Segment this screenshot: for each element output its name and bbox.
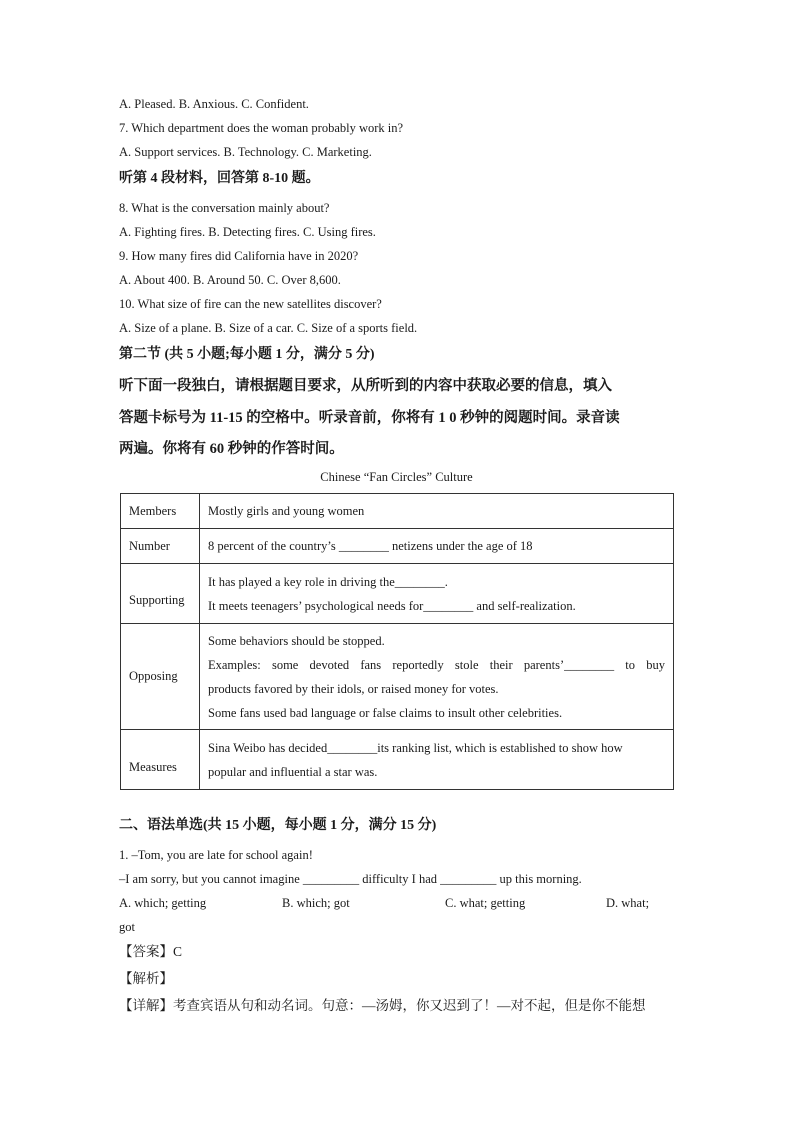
q8-question: 8. What is the conversation mainly about?	[119, 201, 330, 215]
q9-question: 9. How many fires did California have in 2020?	[119, 249, 359, 263]
q10-question: 10. What size of fire can the new satellites discover?	[119, 297, 382, 311]
row-label-members: Members	[121, 494, 200, 529]
row-text: Examples: some devoted fans reportedly stole their parents’________ to buy	[208, 657, 665, 672]
table-row	[121, 529, 674, 564]
grammar-q1-option-c: C. what; getting	[445, 896, 526, 910]
row-text: products favored by their idols, or raised money for votes.	[208, 681, 499, 696]
fan-circles-table	[120, 493, 674, 790]
q7-options: A. Support services. B. Technology. C. Marketing.	[119, 145, 372, 159]
row-text: It has played a key role in driving the________.	[208, 574, 448, 589]
row-content	[200, 564, 674, 624]
row-text: 8 percent of the country’s ________ netizens under the age of 18	[208, 539, 533, 553]
grammar-q1-option-d-cont: got	[119, 920, 135, 934]
section2-instruction-1: 听下面一段独白，请根据题目要求，从所听到的内容中获取必要的信息，填入	[119, 378, 612, 394]
grammar-heading: 二、语法单选(共 15 小题，每小题 1 分，满分 15 分)	[119, 818, 437, 833]
row-text: Some fans used bad language or false claims to insult other celebrities.	[208, 705, 563, 720]
analysis-label: 【解析】	[119, 971, 173, 986]
q6-options: A. Pleased. B. Anxious. C. Confident.	[119, 97, 309, 111]
row-label-opposing: Opposing	[121, 624, 200, 730]
q10-options: A. Size of a plane. B. Size of a car. C. Size of a sports field.	[119, 321, 418, 335]
grammar-q1-option-a: A. which; getting	[119, 896, 207, 910]
q7-question: 7. Which department does the woman probably work in?	[119, 121, 404, 135]
table-row	[121, 564, 674, 624]
detail-text: 【详解】考查宾语从句和动名词。句意：—汤姆，你又迟到了！—对不起，但是你不能想	[119, 998, 646, 1013]
row-content	[200, 494, 674, 529]
row-text: It meets teenagers’ psychological needs for________ and self-realization.	[208, 598, 576, 613]
row-content	[200, 529, 674, 564]
section4-heading: 听第 4 段材料，回答第 8-10 题。	[119, 171, 320, 186]
row-text: Some behaviors should be stopped.	[208, 633, 385, 648]
row-text: popular and influential a star was.	[208, 764, 378, 779]
table-row	[121, 730, 674, 790]
row-content	[200, 730, 674, 790]
row-text: Mostly girls and young women	[208, 504, 365, 518]
table-row	[121, 494, 674, 529]
section2-heading: 第二节 (共 5 小题;每小题 1 分，满分 5 分)	[119, 347, 375, 362]
row-text: Sina Weibo has decided________its ranking list, which is established to show how	[208, 740, 623, 755]
row-label-supporting: Supporting	[121, 564, 200, 624]
q8-options: A. Fighting fires. B. Detecting fires. C. Using fires.	[119, 225, 376, 239]
row-label-number: Number	[121, 529, 200, 564]
grammar-q1-option-d: D. what;	[606, 896, 650, 910]
row-content	[200, 624, 674, 730]
row-label-measures: Measures	[121, 730, 200, 790]
table-row	[121, 624, 674, 730]
section2-instruction-2: 答题卡标号为 11-15 的空格中。听录音前，你将有 1 0 秒钟的阅题时间。录音读	[119, 410, 620, 426]
section2-instruction-3: 两遍。你将有 60 秒钟的作答时间。	[119, 441, 344, 457]
grammar-q1: 1. –Tom, you are late for school again!	[119, 848, 313, 862]
grammar-q1-line2: –I am sorry, but you cannot imagine _________ difficulty I had _________ up this morning.	[119, 872, 582, 886]
answer-label: 【答案】C	[119, 944, 183, 959]
q9-options: A. About 400. B. Around 50. C. Over 8,600.	[119, 273, 341, 287]
table-caption: Chinese “Fan Circles” Culture	[320, 470, 473, 484]
grammar-q1-option-b: B. which; got	[282, 896, 350, 910]
